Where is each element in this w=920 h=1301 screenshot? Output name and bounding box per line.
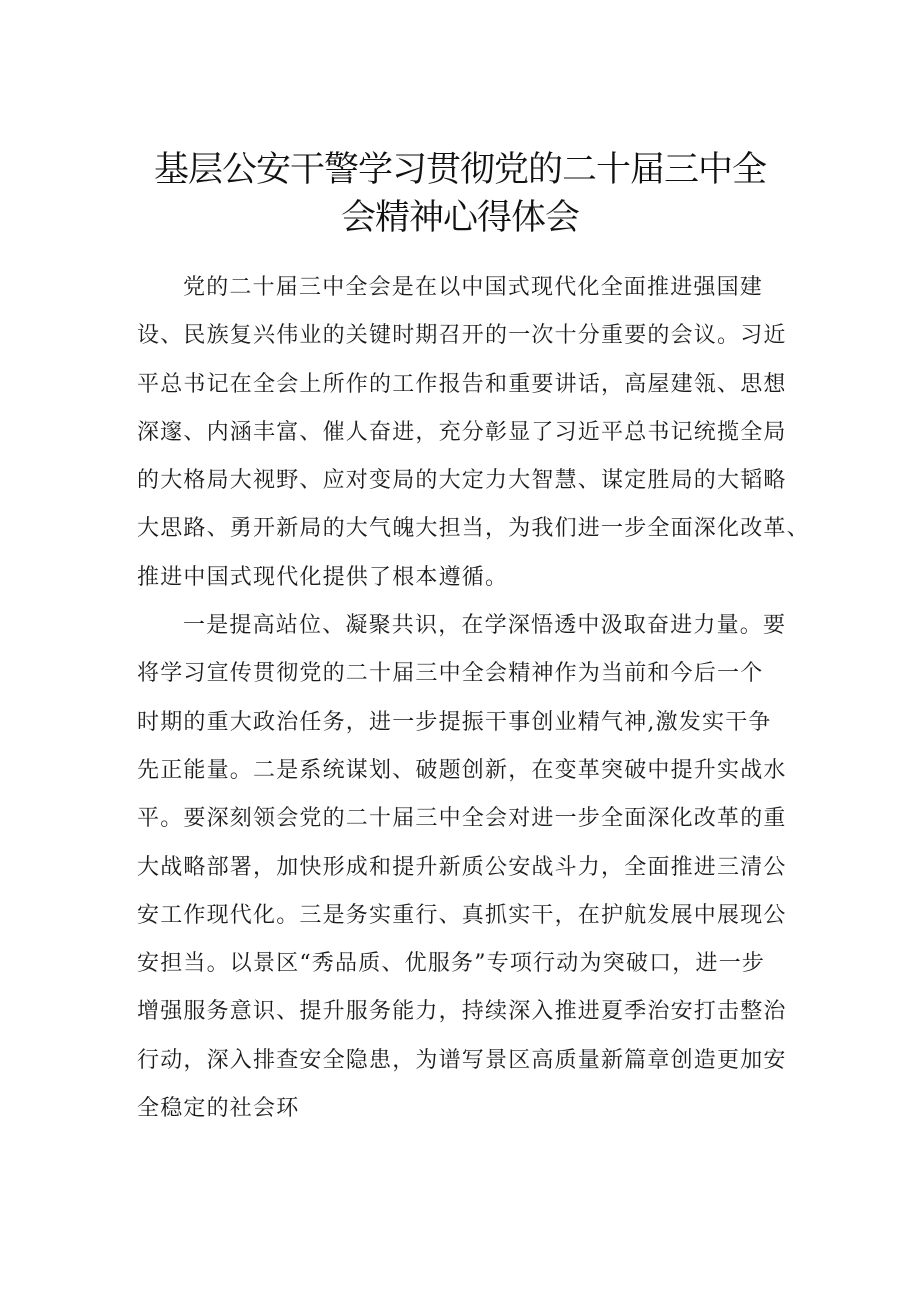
text-line: 的大格局大视野、应对变局的大定力大智慧、谋定胜局的大韬略 — [137, 468, 787, 494]
text-line: 一是提高站位、凝聚共识，在学深悟透中汲取奋进力量。要 — [183, 613, 787, 639]
text-line: 全稳定的社会环 — [137, 1096, 300, 1122]
text-line: 平。要深刻领会党的二十届三中全会对进一步全面深化改革的重 — [137, 806, 787, 832]
document-title — [140, 146, 780, 242]
text-line: 大战略部署，加快形成和提升新质公安战斗力，全面推进三清公 — [137, 854, 787, 880]
text-line: 增强服务意识、提升服务能力，持续深入推进夏季治安打击整治 — [137, 999, 787, 1025]
text-line: 安担当。以景区“秀品质、优服务”专项行动为突破口，进一步 — [137, 951, 766, 977]
text-line: 党的二十届三中全会是在以中国式现代化全面推进强国建 — [183, 275, 764, 300]
title-line: 会精神心得体会 — [340, 198, 579, 238]
text-line: 设、民族复兴伟业的关键时期召开的一次十分重要的会议。习近 — [137, 323, 787, 349]
text-line: 将学习宣传贯彻党的二十届三中全会精神作为当前和今后一个 — [137, 661, 764, 687]
text-line: 先正能量。二是系统谋划、破题创新，在变革突破中提升实战水 — [137, 757, 787, 783]
text-line: 行动，深入排查安全隐患，为谱写景区高质量新篇章创造更加安 — [137, 1047, 787, 1073]
title-line: 基层公安干警学习贯彻党的二十届三中全 — [153, 150, 766, 190]
paragraph-intro — [137, 264, 810, 602]
text-line: 时期的重大政治任务，进一步提振干事创业精气神,激发实干争 — [137, 709, 772, 735]
text-line: 推进中国式现代化提供了根本遵循。 — [137, 564, 509, 590]
text-line: 平总书记在全会上所作的工作报告和重要讲话，高屋建瓴、思想 — [137, 371, 787, 397]
paragraph-measures — [137, 602, 787, 1133]
text-line: 深邃、内涵丰富、催人奋进，充分彰显了习近平总书记统揽全局 — [137, 419, 787, 445]
text-line: 大思路、勇开新局的大气魄大担当，为我们进一步全面深化改革、 — [137, 516, 810, 542]
document-body — [137, 264, 810, 1133]
text-line: 安工作现代化。三是务实重行、真抓实干，在护航发展中展现公 — [137, 902, 787, 928]
